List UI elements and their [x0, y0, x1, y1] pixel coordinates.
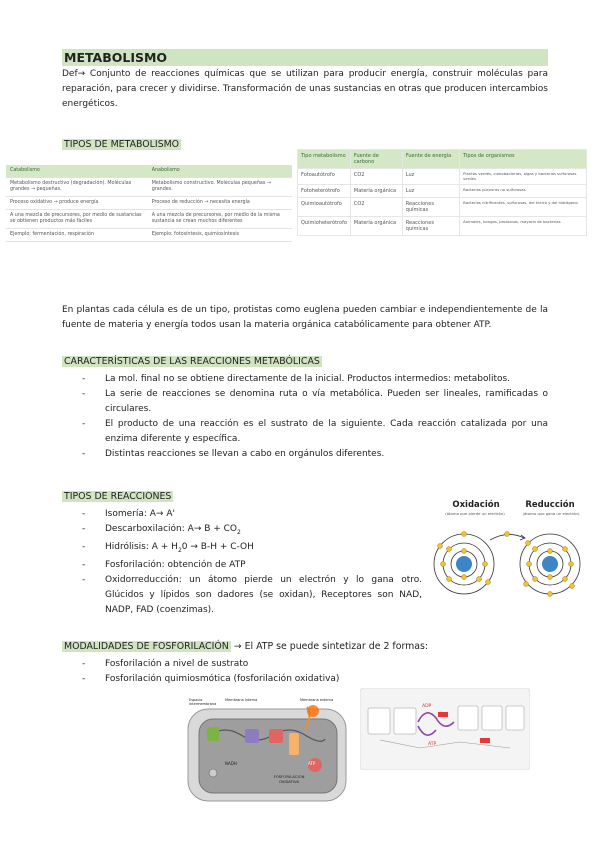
table-row [298, 169, 587, 185]
reacciones-list [82, 507, 422, 618]
atp-label: ATP [308, 761, 316, 766]
list-item: - Isomería: A→ A' [82, 507, 422, 522]
figure-label: Membrana externa [300, 698, 334, 702]
table-cell: Bacterias púrpuras no sulfurosas [460, 185, 587, 198]
list-item: - Fosforilación: obtención de ATP [82, 558, 422, 573]
table-row [6, 178, 292, 197]
list-item: - Descarboxilación: $A\to B + CO_2$ [82, 522, 422, 540]
caracteristicas-list [82, 372, 548, 462]
table-cell: Metabolismo destructivo (degradación). Moléculas grandes → pequeñas. [6, 178, 148, 197]
table-cell: Materia orgánica [350, 185, 402, 198]
table-row [6, 229, 292, 242]
redox-figure [428, 498, 588, 608]
list-item: - El producto de una reacción es el sustrato de la siguiente. Cada reacción catalizada por una enzima diferente y específica. [82, 417, 548, 447]
figure-label: Espacio intermembrana [189, 698, 217, 706]
atom-diagram-icon [428, 516, 588, 608]
table-cell: Reacciones químicas [402, 198, 459, 217]
section-heading-tipos: TIPOS DE METABOLISMO [64, 139, 180, 150]
oxidation-label: Oxidación [452, 500, 500, 510]
table-cell: Proceso de reducción → necesita energía [148, 197, 292, 210]
mitochondria-diagram-icon [185, 695, 350, 805]
table-cell: Fotoautótrofo [298, 169, 351, 185]
table-cell: CO2 [350, 169, 402, 185]
catabolism-anabolism-table [6, 165, 292, 242]
table-cell: Metabolismo constructivo. Moléculas pequeñas → grandes. [148, 178, 292, 197]
table-row [6, 197, 292, 210]
table-cell: Luz [402, 169, 459, 185]
atp-label: ATP [428, 742, 437, 747]
section-heading-caracteristicas: CARACTERÍSTICAS DE LAS REACCIONES METABÓLICAS [64, 356, 320, 367]
table-cell: Quimioautótrofo [298, 198, 351, 217]
list-item: - Fosforilación quimiosmótica (fosforilación oxidativa) [82, 672, 382, 687]
table-cell: CO2 [350, 198, 402, 217]
metabolism-types-table [297, 149, 587, 236]
table-header: Anabolismo [148, 165, 292, 178]
table-row [298, 217, 587, 236]
oxidation-caption: (átomo que pierde un electrón) [445, 511, 505, 516]
table-cell: Animales, hongos, protozoos, mayoría de bacterias [460, 217, 587, 236]
substrate-phosphorylation-figure [360, 688, 530, 770]
figure-label: Membrana interna [225, 698, 258, 702]
oxidative-phosphorylation-figure [185, 695, 350, 805]
table-header: Fuente de energía [402, 150, 459, 169]
table-cell: Ejemplo: fermentación, respiración [6, 229, 148, 242]
table-cell: Proceso oxidativo → produce energía [6, 197, 148, 210]
table-header: Tipo metabolismo [298, 150, 351, 169]
table-cell: A una mezcla de precursores, por medio de sustancias se obtienen productos más fáciles [6, 210, 148, 229]
page-title: METABOLISMO [62, 49, 548, 66]
table-row [298, 185, 587, 198]
plants-paragraph: En plantas cada célula es de un tipo, protistas como euglena pueden cambiar e independientemente de la fuente de materia y energía todos usan la materia orgánica catabólicamente para obtener ATP. [62, 305, 548, 330]
table-header: Tipos de organismos [460, 150, 587, 169]
table-cell: Luz [402, 185, 459, 198]
list-item: - Distintas reacciones se llevan a cabo en orgánulos diferentes. [82, 447, 548, 462]
table-cell: Quimioheterótrofo [298, 217, 351, 236]
table-header: Fuente de carbono [350, 150, 402, 169]
figure-label: FOSFORILACIÓN OXIDATIVA [273, 774, 305, 784]
table-cell: A una mezcla de precursores, por medio de la misma sustancia se crean muchos diferentes [148, 210, 292, 229]
section-heading-reacciones: TIPOS DE REACCIONES [64, 491, 172, 502]
section-heading-modalidades: MODALIDADES DE FOSFORILACIÓN → El ATP se puede sintetizar de 2 formas: [64, 641, 429, 652]
table-cell: Materia orgánica [350, 217, 402, 236]
list-item: - La mol. final no se obtiene directamente de la inicial. Productos intermedios: metabolitos. [82, 372, 548, 387]
nadh-label: NADH [225, 761, 237, 766]
list-item: - Fosforilación a nivel de sustrato [82, 657, 382, 672]
table-cell: Bacterias nitrificantes, sulfurosas, del hierro y del hidrógeno [460, 198, 587, 217]
table-cell: Fotoheterótrofo [298, 185, 351, 198]
table-cell: Ejemplo: fotosíntesis, quimiosíntesis [148, 229, 292, 242]
table-cell: Plantas verdes, cianobacterias, algas y bacterias sulfurosas verdes [460, 169, 587, 185]
table-row [298, 198, 587, 217]
adp-label: ADP [422, 704, 432, 709]
table-cell: Reacciones químicas [402, 217, 459, 236]
reduction-caption: (átomo que gana un electrón) [522, 511, 580, 516]
table-row [6, 210, 292, 229]
list-item: - Hidrólisis: $A + H_20 \to B-H + C-OH$ [82, 540, 422, 558]
table-header: Catabolismo [6, 165, 148, 178]
definition-paragraph: Def→ Conjunto de reacciones químicas que se utilizan para producir energía, construir moléculas para reparación, para crecer y dividirse. Transformación de unas sustancias en otras que producen intercambios energéticos. [62, 69, 548, 109]
reaction-diagram-icon [360, 688, 530, 770]
list-item: - La serie de reacciones se denomina ruta o vía metabólica. Pueden ser lineales, ramificadas o circulares. [82, 387, 548, 417]
modalidades-list [82, 657, 382, 687]
list-item: - Oxidorreducción: un átomo pierde un electrón y lo gana otro. Glúcidos y lípidos son dadores (se oxidan), Receptores son NAD, NADP, FAD (coenzimas). [82, 573, 422, 618]
reduction-label: Reducción [525, 500, 575, 510]
